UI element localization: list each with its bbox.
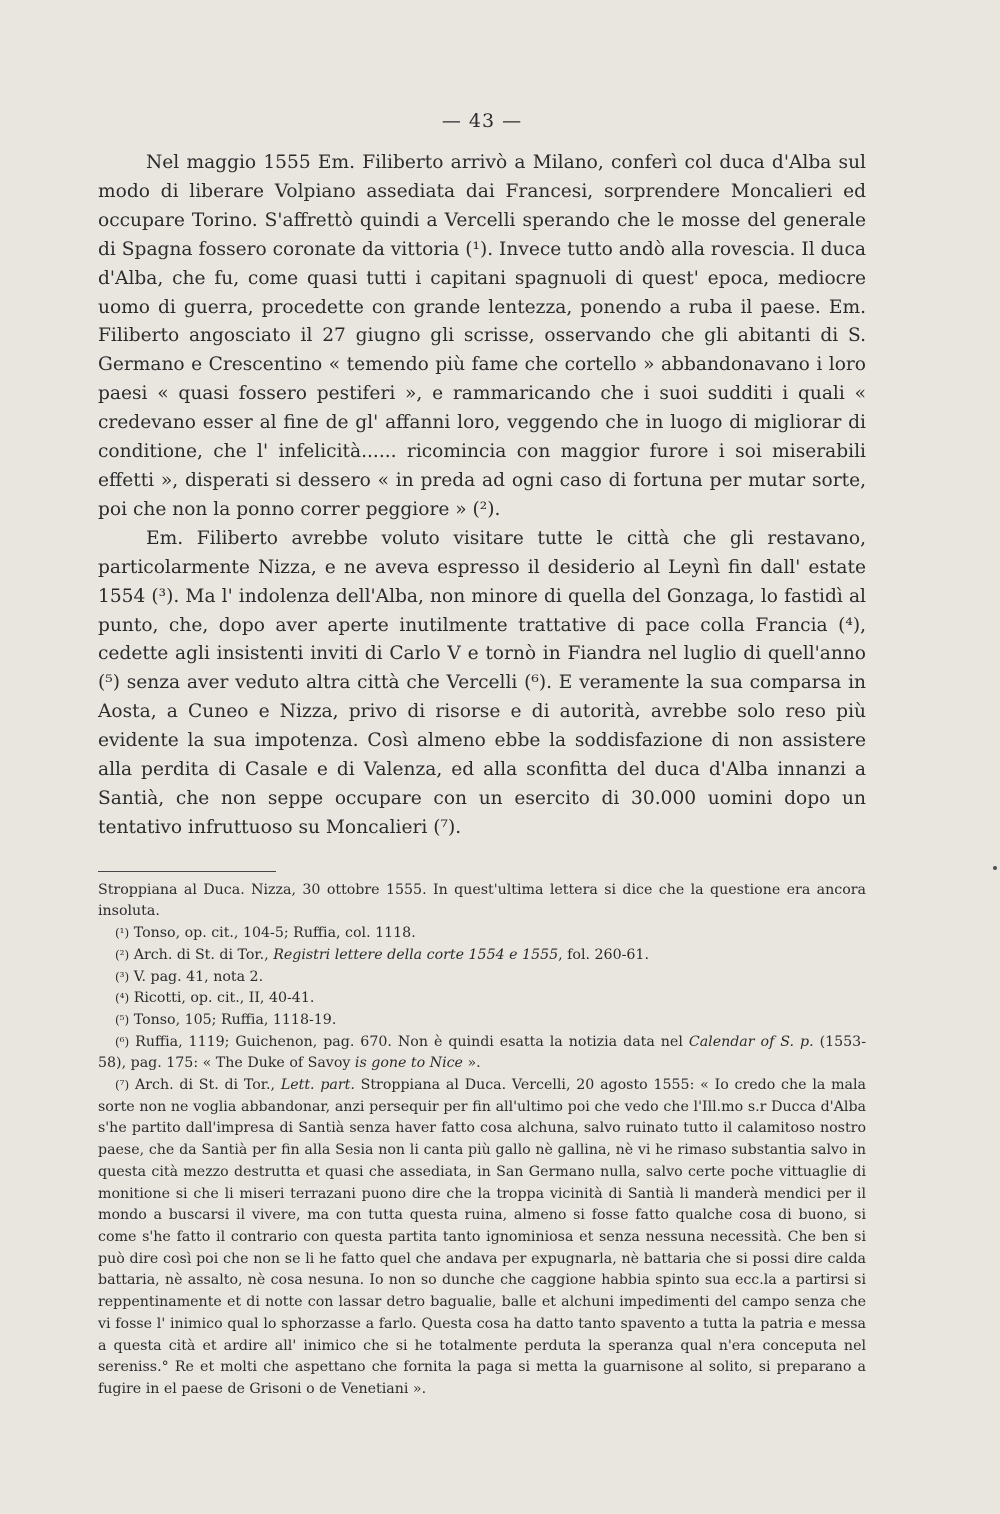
- footnote-mark: (²): [115, 947, 130, 962]
- footnote-4: [98, 988, 866, 1010]
- body-paragraph: Em. Filiberto avrebbe voluto visitare tutte le città che gli restavano, particolarmente Nizza, e ne aveva espresso il desiderio al Leynì fin dall' estate 1554 (³). Ma l' indolenza dell'Alba, non minore di quella del Gonzaga, lo fastidì al punto, che, dopo aver aperte inutilmente trattative di pace colla Francia (⁴), cedette agli insistenti inviti di Carlo V e tornò in Fiandra nel luglio di quell'anno (⁵) senza aver veduto altra città che Vercelli (⁶). E veramente la sua comparsa in Aosta, a Cuneo e Nizza, privo di risorse e di autorità, avrebbe solo reso più evidente la sua impotenza. Così almeno ebbe la soddisfazione di non assistere alla perdita di Casale e di Valenza, ed alla sconfitta del duca d'Alba innanzi a Santià, che non seppe occupare con un esercito di 30.000 uomini dopo un tentativo infruttuoso su Moncalieri (⁷).: [98, 527, 866, 838]
- footnote-italic: Lett. part.: [280, 1077, 355, 1094]
- footnotes: [98, 880, 866, 1401]
- footnote-6: [98, 1032, 866, 1075]
- footnote-text: Ruffia, 1119; Guichenon, pag. 670. Non è quindi esatta la notizia data nel: [135, 1033, 689, 1050]
- footnote-text: (1553-58), pag. 175: « The Duke of Savoy: [98, 1033, 867, 1072]
- footnote-mark: (⁴): [115, 991, 130, 1006]
- footnote-text: V. pag. 41, nota 2.: [133, 968, 264, 985]
- footnote-text: , fol. 260-61.: [558, 946, 649, 963]
- footnote-2: [98, 945, 866, 967]
- footnote-mark: (⁵): [115, 1012, 130, 1027]
- footnote-italic: Calendar of S. p.: [688, 1033, 814, 1050]
- footnote-divider: [98, 871, 276, 872]
- footnote-text: Stroppiana al Duca. Vercelli, 20 agosto 1555: « Io credo che la mala sorte non ne voglia abbandonar, anzi persequir per fin all'ultimo poi che vedo che l'Ill.mo s.r Ducca d'Alba s'he partito dall'impresa di Santià senza haver fatto cosa alchuna, salvo ruinato tutto il calamitoso nostro paese, che da Santià per fin alla Sesia non li canta più gallo nè gallina, nè vi he rimaso substantia salvo in questa cità mezzo destrutta et quasi che assediata, in San Germano nulla, salvo certe poche vittuaglie di monitione si che li miseri terrazani puono dire che la troppa vicinità di Santià li manderà mendici per il mondo a buscarsi il vivere, ma con tutta questa ruina, almeno si fosse fatto qualche cosa di buono, si come s'he fatto il contrario con questa partita tanto ignominiosa et senza nessuna necessità. Che ben si può dire così poi che non se li he fatto quel che andava per expugnarla, nè battaria che si possi dire calda battaria, nè assalto, nè cosa nesuna. Io non so dunche che caggione habbia spinto sua ecc.la a partirsi si reppentinamente et di notte con lassar detro bagualie, balle et alchuni impedimenti del campo senza che vi fosse l' inimico qual lo sphorzasse a farlo. Questa cosa ha datto tanto spavento a tutta la patria e messa a questa cità et ardire all' inimico che si he totalmente perduta la speranza qual n'era conceputa nel sereniss.° Re et molti che aspettano che fornita la paga si metta la guarnisone al solito, si preparano a fugire in el paese de Grisoni o de Venetiani ».: [98, 1077, 866, 1397]
- page-number: — 43 —: [441, 110, 523, 132]
- footnote-italic: Registri lettere della corte 1554 e 1555: [273, 946, 559, 963]
- body-paragraph: Nel maggio 1555 Em. Filiberto arrivò a Milano, conferì col duca d'Alba sul modo di liberare Volpiano assediata dai Francesi, sorprendere Moncalieri ed occupare Torino. S'affrettò quindi a Vercelli sperando che le mosse del generale di Spagna fossero coronate da vittoria (¹). Invece tutto andò alla rovescia. Il duca d'Alba, che fu, come quasi tutti i capitani spagnuoli di quest' epoca, mediocre uomo di guerra, procedette con grande lentezza, ponendo a ruba il paese. Em. Filiberto angosciato il 27 giugno gli scrisse, osservando che gli abitanti di S. Germano e Crescentino « temendo più fame che cortello » abbandonavano i loro paesi « quasi fossero pestiferi », e rammaricando che i suoi sudditi i quali « credevano esser al fine de gl' affanni loro, veggendo che in luogo di migliorar di conditione, che l' infelicità...... ricomincia con maggior furore i soi miserabili effetti », disperati si dessero « in preda ad ogni caso di fortuna per mutar sorte, poi che non la ponno correr peggiore » (²).: [98, 152, 866, 520]
- footnote-text: Arch. di St. di Tor.,: [133, 946, 274, 963]
- footnote-mark: (⁶): [115, 1034, 130, 1049]
- footnote-text: Tonso, 105; Ruffia, 1118-19.: [133, 1011, 337, 1028]
- footnote-mark: (¹): [115, 926, 130, 941]
- footnote-text: ».: [462, 1055, 481, 1072]
- footnote-text: Tonso, op. cit., 104-5; Ruffia, col. 1118.: [133, 925, 416, 942]
- footnote-3: [98, 967, 866, 989]
- footnote-continuation: Stroppiana al Duca. Nizza, 30 ottobre 1555. In quest'ultima lettera si dice che la questione era ancora insoluta.: [98, 881, 866, 920]
- footnote-text: Arch. di St. di Tor.,: [134, 1077, 281, 1094]
- footnote-text: Ricotti, op. cit., II, 40-41.: [133, 990, 315, 1007]
- footnote-mark: (⁷): [115, 1078, 130, 1093]
- footnote-italic: is gone to Nice: [354, 1055, 463, 1072]
- footnote-mark: (³): [115, 969, 130, 984]
- footnote-5: [98, 1010, 866, 1032]
- main-text: [98, 149, 866, 843]
- footnote-1: [98, 923, 866, 945]
- footnote-7: [98, 1075, 866, 1401]
- margin-speck: [993, 866, 997, 870]
